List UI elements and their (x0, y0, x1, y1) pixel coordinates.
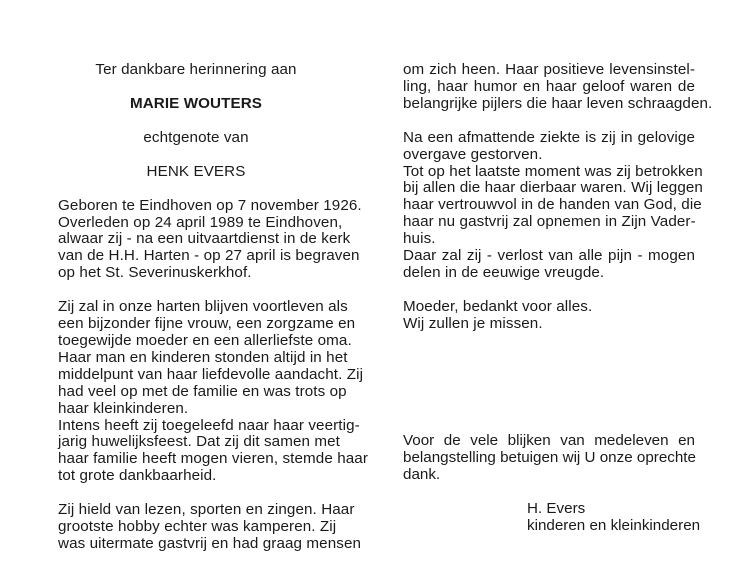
spacer (58, 79, 334, 96)
text-line: ling, haar humor en haar geloof waren de (403, 77, 695, 95)
intro-line: Ter dankbare herinnering aan (95, 61, 297, 78)
relation-line: echtgenote van (143, 128, 249, 146)
spacer (403, 282, 695, 299)
paragraph-farewell (403, 299, 695, 333)
text-line: delen in de eeuwige vreugde. (403, 263, 605, 281)
text-line: Tot op het laatste moment was zij betrokken (403, 162, 703, 180)
spacer (58, 181, 334, 198)
spacer (403, 113, 695, 130)
thank-you-paragraph (403, 432, 695, 483)
text-line: haar kleinkinderen. (58, 399, 189, 417)
text-line: haar nu gastvrij zal opnemen in Zijn Vader- (403, 213, 696, 231)
text-line: huis. (403, 230, 436, 248)
right-column (403, 61, 713, 333)
text-line: alwaar zij - na een uitvaartdienst in de kerk (58, 230, 351, 248)
deceased-name: MARIE WOUTERS (129, 94, 263, 112)
text-line: haar familie heeft mogen vieren, stemde haar (58, 450, 369, 468)
text-line: op het St. Severinuskerkhof. (58, 264, 252, 282)
column-divider (366, 70, 367, 550)
text-line: had veel op met de familie en was trots op (58, 382, 347, 400)
text-line: Zij hield van lezen, sporten en zingen. Haar (58, 501, 355, 519)
text-line: Overleden op 24 april 1989 te Eindhoven, (58, 213, 343, 231)
spacer (58, 147, 334, 164)
text-line: was uitermate gastvrij en had graag mensen (58, 534, 362, 552)
paragraph-character (403, 61, 713, 113)
text-line: toegewijde moeder en een allerliefste oma. (58, 331, 352, 349)
text-line: tot grote dankbaarheid. (58, 467, 217, 485)
spacer (58, 113, 334, 130)
spouse-name: HENK EVERS (146, 162, 246, 180)
text-line: middelpunt van haar liefdevolle aandacht. Zij (58, 365, 364, 383)
text-line: jarig huwelijksfeest. Dat zij dit samen met (58, 433, 340, 451)
text-line: Daar zal zij - verlost van alle pijn - mogen (403, 247, 695, 265)
text-line: Intens heeft zij toegeleefd naar haar veertig- (58, 416, 360, 434)
text-line: bij allen die haar dierbaar waren. Wij leggen (403, 179, 703, 197)
paragraph-hobbies (58, 501, 362, 553)
text-line: dank. (403, 466, 441, 483)
text-line: om zich heen. Haar positieve levensinstel- (403, 61, 695, 78)
text-line: Na een afmattende ziekte is zij in gelovige (403, 128, 695, 146)
text-line: een bijzonder fijne vrouw, een zorgzame en (58, 315, 356, 333)
text-line: belangstelling betuigen wij U onze oprechte (403, 449, 696, 466)
paragraph-passing (403, 128, 703, 282)
text-line: Geboren te Eindhoven op 7 november 1926. (58, 196, 362, 214)
text-line: Haar man en kinderen stonden altijd in het (58, 348, 348, 366)
text-line: belangrijke pijlers die haar leven schraagden. (403, 94, 713, 112)
text-line: Voor de vele blijken van medeleven en (403, 432, 695, 449)
spacer (58, 282, 334, 299)
text-line: Wij zullen je missen. (403, 314, 543, 332)
paragraph-birth-death (58, 196, 362, 283)
text-line: grootste hobby echter was kamperen. Zij (58, 518, 337, 536)
text-line: van de H.H. Harten - op 27 april is begraven (58, 247, 360, 265)
left-column (58, 61, 369, 553)
spacer (58, 485, 334, 502)
text-line: haar vertrouwvol in de handen van God, die (403, 196, 702, 214)
text-line: Moeder, bedankt voor alles. (403, 297, 593, 315)
paragraph-remembrance (58, 298, 369, 485)
signature-block (527, 500, 727, 534)
signatory-name: H. Evers (527, 500, 586, 517)
text-line: overgave gestorven. (403, 145, 543, 163)
signatory-family: kinderen en kleinkinderen (527, 517, 701, 534)
text-line: Zij zal in onze harten blijven voortleven als (58, 298, 348, 316)
